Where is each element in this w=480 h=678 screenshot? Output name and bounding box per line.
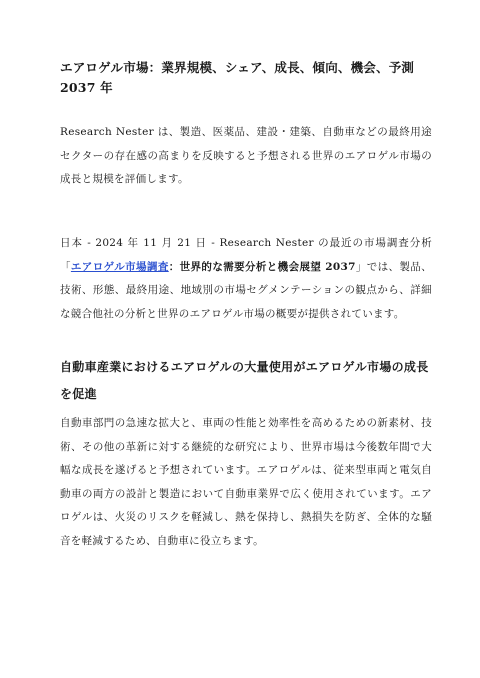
section-paragraph: 自動車部門の急速な拡大と、車両の性能と効率性を高めるための新素材、技術、その他の革新に対する継続的な研究により、世界市場は今後数年間で大幅な成長を遂げると予想されています。エアロゲルは、従来型車両と電気自動車の両方の設計と製造において自動車業界で広く使用されています。エアロゲルは、火災のリスクを軽減し、熱を保持し、熱損失を防ぎ、全体的な騒音を軽減するため、自動車に役立ちます。 (60, 417, 432, 547)
release-paragraph (60, 232, 432, 326)
report-subtitle: ：世界的な需要分析と機会展望 2037 (168, 260, 356, 273)
release-suffix: 」では、製品、技術、形態、最終用途、地域別の市場セグメンテーションの観点から、詳細な競合他社の分析と世界のエアロゲル市場の概要が提供されています。 (60, 260, 432, 320)
section-heading: 自動車産業におけるエアロゲルの大量使用がエアロゲル市場の成長を促進 (60, 360, 429, 401)
intro-paragraph: Research Nester は、製造、医薬品、建設・建築、自動車などの最終用途セクターの存在感の高まりを反映すると予想される世界のエアロゲル市場の成長と規模を評価します。 (60, 126, 432, 185)
report-link[interactable]: エアロゲル市場調査 (70, 260, 169, 273)
release-prefix: 日本 - 2024 年 11 月 21 日 - Research Nester の最近の市場調査分析「 (60, 237, 432, 273)
document-title: エアロゲル市場：業界規模、シェア、成長、傾向、機会、予測 2037 年 (60, 60, 415, 95)
